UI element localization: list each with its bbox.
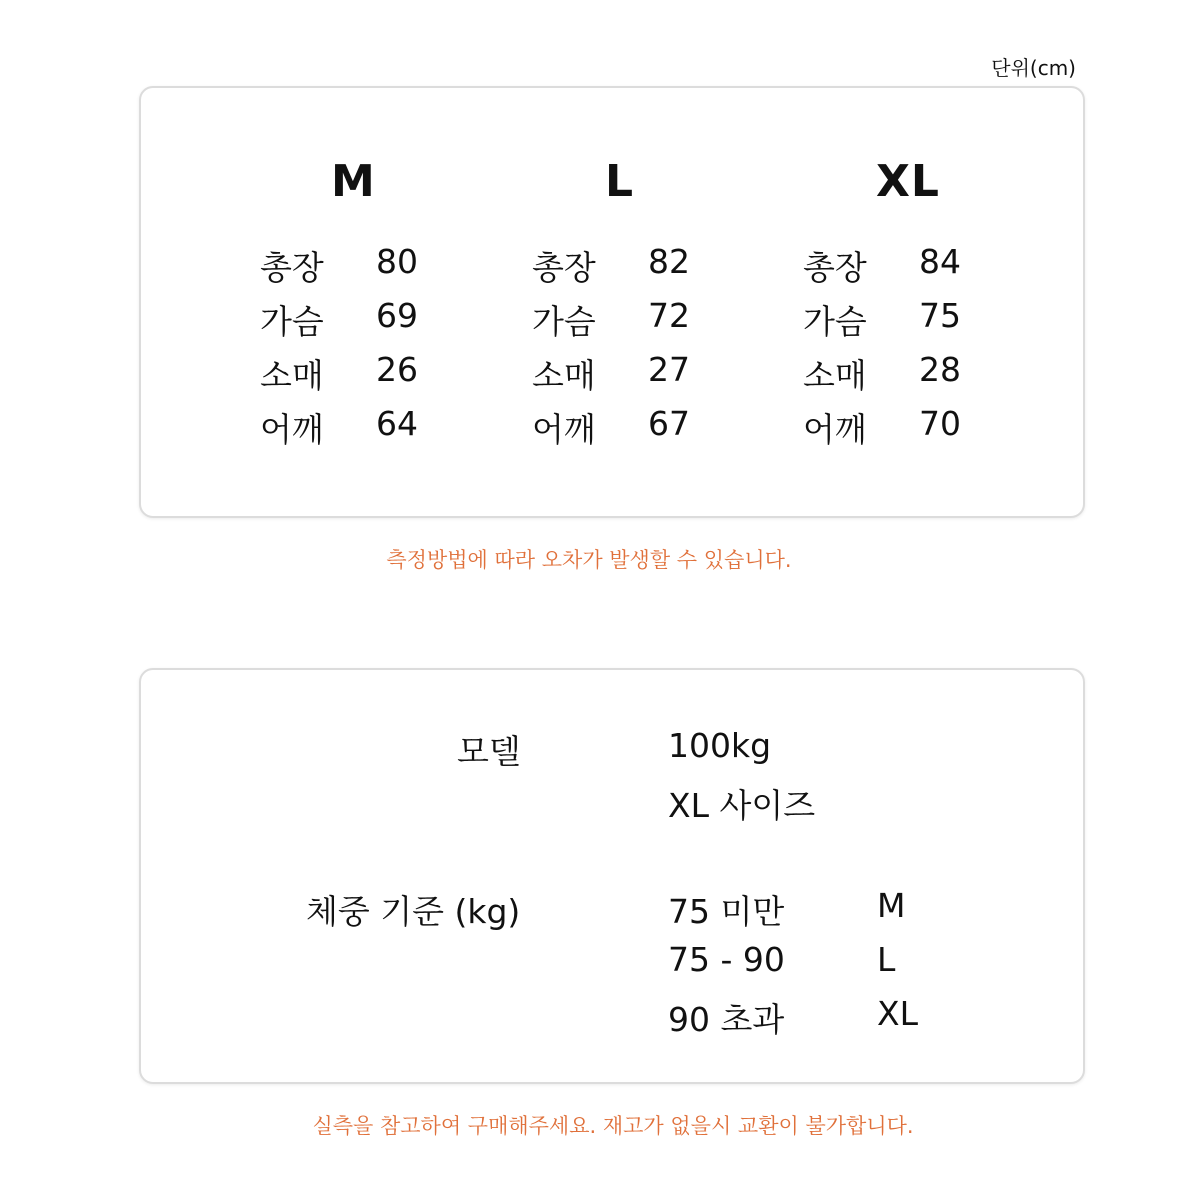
measure-value: 75 [919, 296, 961, 335]
measure-label: 소매 [532, 356, 596, 395]
measure-value: 27 [648, 350, 690, 389]
measure-value: 70 [919, 404, 961, 443]
measure-label: 어깨 [260, 410, 324, 449]
measure-label: 소매 [803, 356, 867, 395]
model-info-card [139, 668, 1085, 1084]
weight-size: M [877, 886, 906, 925]
unit-label: 단위(cm) [991, 56, 1076, 80]
size-title: XL [876, 156, 940, 207]
measure-value: 69 [376, 296, 418, 335]
measure-value: 72 [648, 296, 690, 335]
measure-label: 가슴 [260, 302, 324, 341]
measure-value: 82 [648, 242, 690, 281]
size-title: L [605, 156, 635, 207]
measure-value: 84 [919, 242, 961, 281]
size-title: M [331, 156, 376, 207]
purchase-note: 실측을 참고하여 구매해주세요. 재고가 없을시 교환이 불가합니다. [312, 1114, 914, 1138]
model-size: XL 사이즈 [668, 786, 816, 825]
weight-range: 90 초과 [668, 1000, 785, 1039]
measure-label: 어깨 [803, 410, 867, 449]
model-label: 모델 [457, 732, 521, 771]
weight-size: L [877, 940, 896, 979]
measure-value: 26 [376, 350, 418, 389]
measurement-note: 측정방법에 따라 오차가 발생할 수 있습니다. [386, 548, 792, 572]
measure-label: 소매 [260, 356, 324, 395]
weight-range: 75 - 90 [668, 940, 785, 979]
weight-size: XL [877, 994, 918, 1033]
measure-value: 80 [376, 242, 418, 281]
measure-value: 28 [919, 350, 961, 389]
measure-label: 가슴 [532, 302, 596, 341]
measure-value: 67 [648, 404, 690, 443]
measure-label: 총장 [260, 248, 324, 287]
weight-guide-label: 체중 기준 (kg) [306, 892, 521, 931]
measure-value: 64 [376, 404, 418, 443]
size-chart-card [139, 86, 1085, 518]
weight-range: 75 미만 [668, 892, 785, 931]
measure-label: 어깨 [532, 410, 596, 449]
model-weight: 100kg [668, 726, 772, 765]
measure-label: 총장 [803, 248, 867, 287]
measure-label: 총장 [532, 248, 596, 287]
measure-label: 가슴 [803, 302, 867, 341]
